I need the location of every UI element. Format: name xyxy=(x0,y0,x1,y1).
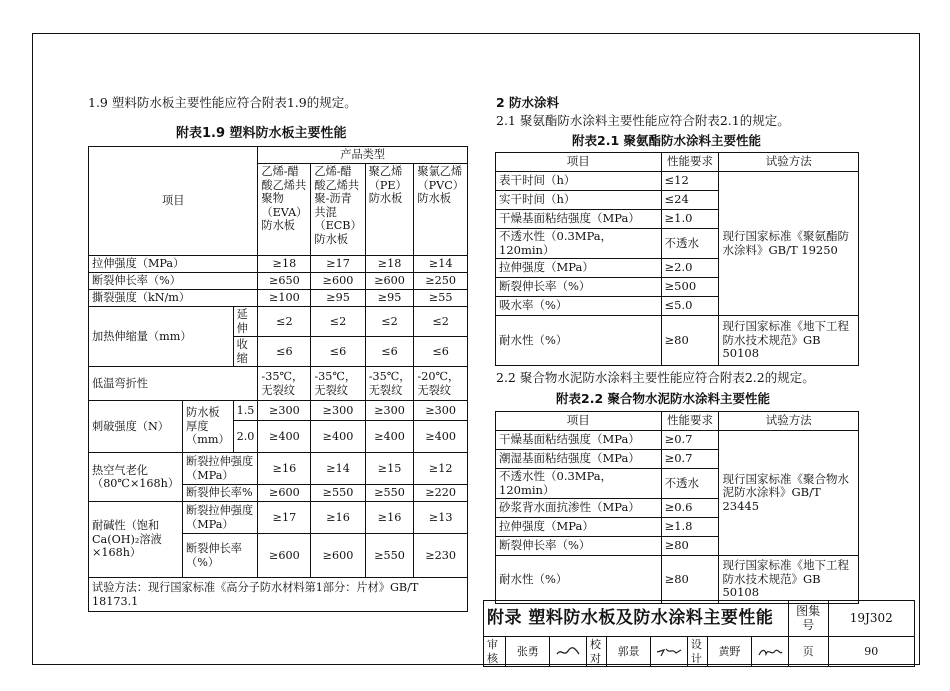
table-row: 撕裂强度（kN/m） ≥100 ≥95 ≥95 ≥55 xyxy=(89,290,468,307)
reviewer-signature xyxy=(550,637,587,667)
table-row: 断裂伸长率% ≥600 ≥550 ≥550 ≥220 xyxy=(89,485,468,502)
section-2-heading: 2 防水涂料 xyxy=(496,95,560,110)
check-label: 校对 xyxy=(587,637,607,667)
table-row: 不透水性（0.3MPa，120min） 不透水 xyxy=(496,469,859,499)
table-row: 2.0 ≥400 ≥400 ≥400 ≥400 xyxy=(89,421,468,453)
table-row: 耐碱性（饱和Ca(OH)₂溶液×168h） 断裂拉伸强度（MPa） ≥17 ≥16 ≥16 ≥13 xyxy=(89,502,468,534)
atlas-label: 图集号 xyxy=(788,601,828,637)
t2-method-2: 现行国家标准《地下工程防水技术规范》GB 50108 xyxy=(719,556,859,604)
table-row: 刺破强度（N） 防水板厚度（mm） 1.5 ≥300 ≥300 ≥300 ≥300 xyxy=(89,401,468,421)
section-1-9-intro: 1.9 塑料防水板主要性能应符合附表1.9的规定。 xyxy=(88,95,357,110)
header-pe: 聚乙烯（PE）防水板 xyxy=(365,164,414,256)
table-2-2-title: 附表2.2 聚合物水泥防水涂料主要性能 xyxy=(556,391,770,406)
t1-method-1: 现行国家标准《聚氨酯防水涂料》GB/T 19250 xyxy=(719,172,859,316)
header-pvc: 聚氯乙烯（PVC）防水板 xyxy=(414,164,468,256)
table-row: 不透水性（0.3MPa，120min） 不透水 xyxy=(496,229,859,259)
table-row: 拉伸强度（MPa） ≥2.0 xyxy=(496,259,859,278)
checker-name: 郭景 xyxy=(606,637,650,667)
title-block xyxy=(483,600,915,665)
table-row: 表干时间（h） ≤12 现行国家标准《聚氨酯防水涂料》GB/T 19250 xyxy=(496,172,859,191)
header-item: 项目 xyxy=(89,147,258,256)
table-row: 耐水性（%） ≥80 现行国家标准《地下工程防水技术规范》GB 50108 xyxy=(496,316,859,366)
table-row: 断裂伸长率（%） ≥600 ≥600 ≥550 ≥230 xyxy=(89,534,468,578)
table-1-9 xyxy=(88,146,468,612)
t1-method-2: 现行国家标准《地下工程防水技术规范》GB 50108 xyxy=(719,316,859,366)
review-label: 审核 xyxy=(484,637,506,667)
header-ecb: 乙烯-醋酸乙烯共聚-沥青共混（ECB）防水板 xyxy=(311,164,365,256)
table-2-2: 项目 性能要求 试验方法 干燥基面粘结强度（MPa） ≥0.7 现行国家标准《聚合物水泥防水涂料》GB/T 23445 潮湿基面粘结强度（MPa） ≥0.7 不透水性（0.3MPa，120min） 不透水 砂浆背水面抗渗性（MPa） ≥0.6 拉伸强度（MPa） ≥1.8 断裂伸长率（%） ≥80 耐水性（%） ≥80 现行国家标准《地下工程防水技术规范》GB 50108 xyxy=(495,411,859,604)
designer-name: 黄野 xyxy=(707,637,751,667)
table-row: 干燥基面粘结强度（MPa） ≥1.0 xyxy=(496,210,859,229)
table-row: 断裂伸长率（%） ≥650 ≥600 ≥600 ≥250 xyxy=(89,273,468,290)
checker-signature xyxy=(651,637,688,667)
table-row: 吸水率（%） ≤5.0 xyxy=(496,297,859,316)
table-row: 收缩 ≤6 ≤6 ≤6 ≤6 xyxy=(89,337,468,367)
t2-method-1: 现行国家标准《聚合物水泥防水涂料》GB/T 23445 xyxy=(719,431,859,556)
page-number: 90 xyxy=(828,637,914,667)
section-2-2-intro: 2.2 聚合物水泥防水涂料主要性能应符合附表2.2的规定。 xyxy=(496,370,815,385)
table-2-1: 项目 性能要求 试验方法 表干时间（h） ≤12 现行国家标准《聚氨酯防水涂料》GB/T 19250 实干时间（h） ≤24 干燥基面粘结强度（MPa） ≥1.0 不透水性（0.3MPa，120min） 不透水 拉伸强度（MPa） ≥2.0 断裂伸长率（%） ≥500 吸水率（%） ≤5.0 耐水性（%） ≥80 现行国家标准《地下工程防水技术规范》GB 50108 xyxy=(495,152,859,366)
page-label: 页 xyxy=(788,637,828,667)
header-eva: 乙烯-醋酸乙烯共聚物（EVA）防水板 xyxy=(258,164,311,256)
table-2-1-title: 附表2.1 聚氨酯防水涂料主要性能 xyxy=(572,133,761,148)
table-row: 拉伸强度（MPa） ≥18 ≥17 ≥18 ≥14 xyxy=(89,256,468,273)
design-label: 设计 xyxy=(687,637,707,667)
section-2-1-intro: 2.1 聚氨酯防水涂料主要性能应符合附表2.1的规定。 xyxy=(496,113,790,128)
table-row: 热空气老化（80℃×168h） 断裂拉伸强度（MPa） ≥16 ≥14 ≥15 ≥12 xyxy=(89,453,468,485)
table-row: 加热伸缩量（mm） 延伸 ≤2 ≤2 ≤2 ≤2 xyxy=(89,307,468,337)
table-row: 干燥基面粘结强度（MPa） ≥0.7 现行国家标准《聚合物水泥防水涂料》GB/T 23445 xyxy=(496,431,859,450)
reviewer-name: 张勇 xyxy=(506,637,550,667)
header-product-type: 产品类型 xyxy=(258,147,468,164)
table-row: 潮湿基面粘结强度（MPa） ≥0.7 xyxy=(496,450,859,469)
table-row: 砂浆背水面抗渗性（MPa） ≥0.6 xyxy=(496,499,859,518)
designer-signature xyxy=(752,637,789,667)
test-method-note: 试验方法：现行国家标准《高分子防水材料第1部分：片材》GB/T 18173.1 xyxy=(89,578,468,612)
table-row: 实干时间（h） ≤24 xyxy=(496,191,859,210)
table-row: 拉伸强度（MPa） ≥1.8 xyxy=(496,518,859,537)
table-1-9-title: 附表1.9 塑料防水板主要性能 xyxy=(176,126,347,141)
table-row: 低温弯折性 -35℃，无裂纹 -35℃，无裂纹 -35℃，无裂纹 -20℃，无裂纹 xyxy=(89,367,468,401)
drawing-title: 附录 塑料防水板及防水涂料主要性能 xyxy=(484,601,789,637)
table-row: 断裂伸长率（%） ≥80 xyxy=(496,537,859,556)
table-row: 耐水性（%） ≥80 现行国家标准《地下工程防水技术规范》GB 50108 xyxy=(496,556,859,604)
atlas-number: 19J302 xyxy=(828,601,914,637)
table-row: 断裂伸长率（%） ≥500 xyxy=(496,278,859,297)
